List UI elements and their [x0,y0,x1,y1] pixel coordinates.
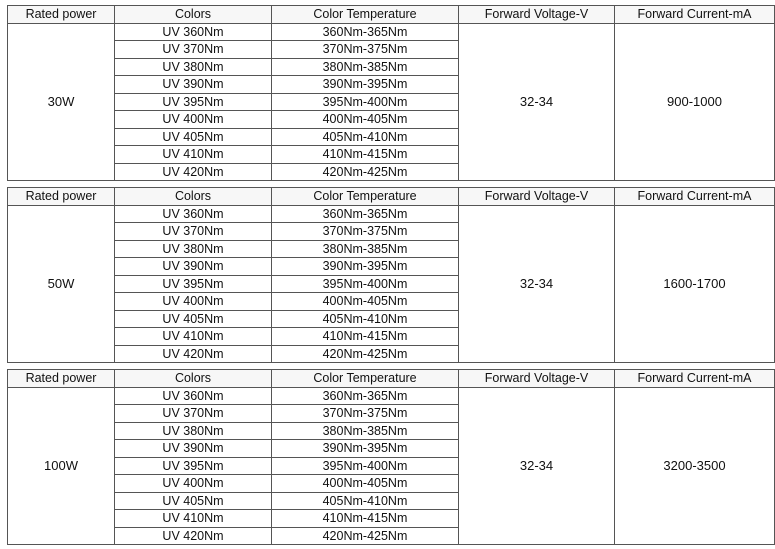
color-cell: UV 420Nm [115,345,272,363]
table-row [8,205,775,223]
color-cell: UV 390Nm [115,440,272,458]
temperature-cell: 405Nm-410Nm [272,492,459,510]
temperature-cell: 390Nm-395Nm [272,440,459,458]
header-row [8,370,775,388]
color-cell: UV 380Nm [115,58,272,76]
forward-current-cell: 3200-3500 [615,387,775,545]
temperature-cell: 405Nm-410Nm [272,128,459,146]
header-cell: Forward Voltage-V [459,188,615,206]
spec-table-50w [7,187,775,363]
forward-current-cell: 1600-1700 [615,205,775,363]
rated-power-cell: 50W [8,205,115,363]
header-cell: Rated power [8,188,115,206]
forward-voltage-cell: 32-34 [459,387,615,545]
temperature-cell: 360Nm-365Nm [272,23,459,41]
temperature-cell: 380Nm-385Nm [272,422,459,440]
header-cell: Forward Current-mA [615,188,775,206]
header-cell: Forward Current-mA [615,6,775,24]
header-cell: Rated power [8,370,115,388]
color-cell: UV 360Nm [115,23,272,41]
color-cell: UV 410Nm [115,328,272,346]
forward-voltage-cell: 32-34 [459,205,615,363]
temperature-cell: 405Nm-410Nm [272,310,459,328]
temperature-cell: 370Nm-375Nm [272,405,459,423]
color-cell: UV 380Nm [115,422,272,440]
temperature-cell: 395Nm-400Nm [272,93,459,111]
temperature-cell: 380Nm-385Nm [272,240,459,258]
spec-table-30w [7,5,775,181]
header-cell: Forward Voltage-V [459,370,615,388]
header-row [8,6,775,24]
color-cell: UV 410Nm [115,146,272,164]
temperature-cell: 370Nm-375Nm [272,41,459,59]
temperature-cell: 400Nm-405Nm [272,475,459,493]
color-cell: UV 370Nm [115,223,272,241]
header-cell: Forward Current-mA [615,370,775,388]
color-cell: UV 420Nm [115,163,272,181]
header-cell: Color Temperature [272,6,459,24]
temperature-cell: 420Nm-425Nm [272,345,459,363]
forward-current-cell: 900-1000 [615,23,775,181]
color-cell: UV 370Nm [115,405,272,423]
header-cell: Color Temperature [272,370,459,388]
temperature-cell: 370Nm-375Nm [272,223,459,241]
temperature-cell: 380Nm-385Nm [272,58,459,76]
table-row [8,23,775,41]
header-cell: Colors [115,6,272,24]
temperature-cell: 390Nm-395Nm [272,76,459,94]
color-cell: UV 405Nm [115,128,272,146]
temperature-cell: 390Nm-395Nm [272,258,459,276]
temperature-cell: 420Nm-425Nm [272,527,459,545]
temperature-cell: 410Nm-415Nm [272,510,459,528]
color-cell: UV 390Nm [115,258,272,276]
temperature-cell: 395Nm-400Nm [272,275,459,293]
temperature-cell: 395Nm-400Nm [272,457,459,475]
color-cell: UV 390Nm [115,76,272,94]
header-cell: Colors [115,370,272,388]
color-cell: UV 420Nm [115,527,272,545]
color-cell: UV 400Nm [115,475,272,493]
header-cell: Colors [115,188,272,206]
temperature-cell: 360Nm-365Nm [272,205,459,223]
color-cell: UV 395Nm [115,275,272,293]
header-row [8,188,775,206]
table-row [8,387,775,405]
temperature-cell: 420Nm-425Nm [272,163,459,181]
forward-voltage-cell: 32-34 [459,23,615,181]
color-cell: UV 400Nm [115,111,272,129]
color-cell: UV 405Nm [115,310,272,328]
color-cell: UV 360Nm [115,205,272,223]
color-cell: UV 395Nm [115,93,272,111]
temperature-cell: 410Nm-415Nm [272,328,459,346]
color-cell: UV 400Nm [115,293,272,311]
header-cell: Rated power [8,6,115,24]
color-cell: UV 370Nm [115,41,272,59]
spec-table-100w [7,369,775,545]
color-cell: UV 395Nm [115,457,272,475]
temperature-cell: 360Nm-365Nm [272,387,459,405]
rated-power-cell: 30W [8,23,115,181]
color-cell: UV 380Nm [115,240,272,258]
color-cell: UV 410Nm [115,510,272,528]
header-cell: Color Temperature [272,188,459,206]
header-cell: Forward Voltage-V [459,6,615,24]
temperature-cell: 410Nm-415Nm [272,146,459,164]
rated-power-cell: 100W [8,387,115,545]
temperature-cell: 400Nm-405Nm [272,293,459,311]
temperature-cell: 400Nm-405Nm [272,111,459,129]
color-cell: UV 360Nm [115,387,272,405]
color-cell: UV 405Nm [115,492,272,510]
